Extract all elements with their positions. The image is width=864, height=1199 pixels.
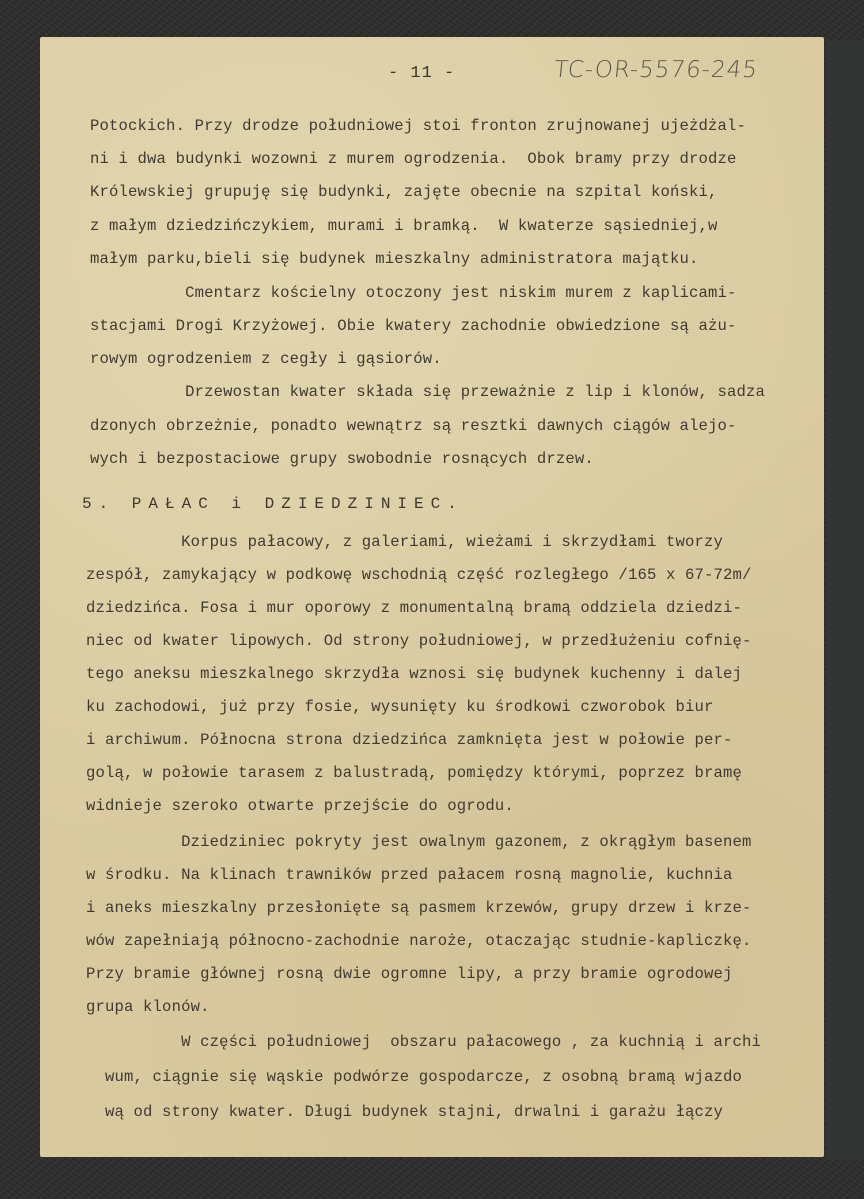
text-line: dziedzińca. Fosa i mur oporowy z monumentalną bramą oddziela dziedzi- bbox=[86, 599, 743, 617]
text-line: wą od strony kwater. Długi budynek stajni, drwalni i garażu łączy bbox=[86, 1103, 724, 1121]
text-line: grupa klonów. bbox=[86, 998, 210, 1016]
text-line: golą, w połowie tarasem z balustradą, pomiędzy którymi, poprzez bramę bbox=[86, 764, 743, 782]
text-line: wum, ciągnie się wąskie podwórze gospodarcze, z osobną bramą wjazdo bbox=[86, 1068, 743, 1086]
text-line: Potockich. Przy drodze południowej stoi fronton zrujnowanej ujeżdżal- bbox=[90, 117, 747, 135]
text-line: Przy bramie głównej rosną dwie ogromne lipy, a przy bramie ogrodowej bbox=[86, 965, 733, 983]
text-line: tego aneksu mieszkalnego skrzydła wznosi się budynek kuchenny i dalej bbox=[86, 665, 743, 683]
text-line: Drzewostan kwater składa się przeważnie z lip i klonów, sadza bbox=[90, 383, 766, 401]
text-line: Korpus pałacowy, z galeriami, wieżami i skrzydłami tworzy bbox=[86, 533, 724, 551]
text-line: widnieje szeroko otwarte przejście do ogrodu. bbox=[86, 797, 514, 815]
text-line: z małym dziedzińczykiem, murami i bramką. W kwaterze sąsiedniej,w bbox=[90, 217, 718, 235]
text-line: niec od kwater lipowych. Od strony południowej, w przedłużeniu cofnię- bbox=[86, 632, 752, 650]
section-heading: 5. PAŁAC i DZIEDZINIEC. bbox=[82, 495, 464, 513]
page-number: - 11 - bbox=[388, 64, 456, 83]
text-line: małym parku,bieli się budynek mieszkalny administratora majątku. bbox=[90, 250, 699, 268]
text-line: wów zapełniają północno-zachodnie naroże, otaczając studnie-kapliczkę. bbox=[86, 932, 752, 950]
text-line: Cmentarz kościelny otoczony jest niskim murem z kaplicami- bbox=[90, 284, 737, 302]
text-line: rowym ogrodzeniem z cegły i gąsiorów. bbox=[90, 350, 442, 368]
text-line: wych i bezpostaciowe grupy swobodnie rosnących drzew. bbox=[90, 450, 594, 468]
background-strip bbox=[826, 40, 864, 1160]
text-line: ku zachodowi, już przy fosie, wysunięty ku środkowi czworobok biur bbox=[86, 698, 714, 716]
text-line: Dziedziniec pokryty jest owalnym gazonem, z okrągłym basenem bbox=[86, 833, 752, 851]
typewritten-page bbox=[40, 37, 824, 1157]
text-line: i aneks mieszkalny przesłonięte są pasmem krzewów, grupy drzew i krze- bbox=[86, 899, 752, 917]
text-line: w środku. Na klinach trawników przed pałacem rosną magnolie, kuchnia bbox=[86, 866, 733, 884]
text-line: Królewskiej grupuję się budynki, zajęte obecnie na szpital koński, bbox=[90, 183, 718, 201]
text-line: ni i dwa budynki wozowni z murem ogrodzenia. Obok bramy przy drodze bbox=[90, 150, 737, 168]
text-line: i archiwum. Północna strona dziedzińca zamknięta jest w połowie per- bbox=[86, 731, 733, 749]
text-line: dzonych obrzeżnie, ponadto wewnątrz są resztki dawnych ciągów alejo- bbox=[90, 417, 737, 435]
text-line: stacjami Drogi Krzyżowej. Obie kwatery zachodnie obwiedzione są ażu- bbox=[90, 317, 737, 335]
text-line: W części południowej obszaru pałacowego , za kuchnią i archi bbox=[86, 1033, 762, 1051]
text-line: zespół, zamykający w podkowę wschodnią część rozległego /165 x 67-72m/ bbox=[86, 566, 752, 584]
handwritten-archive-code: TC-OR-5576-245 bbox=[552, 57, 760, 83]
